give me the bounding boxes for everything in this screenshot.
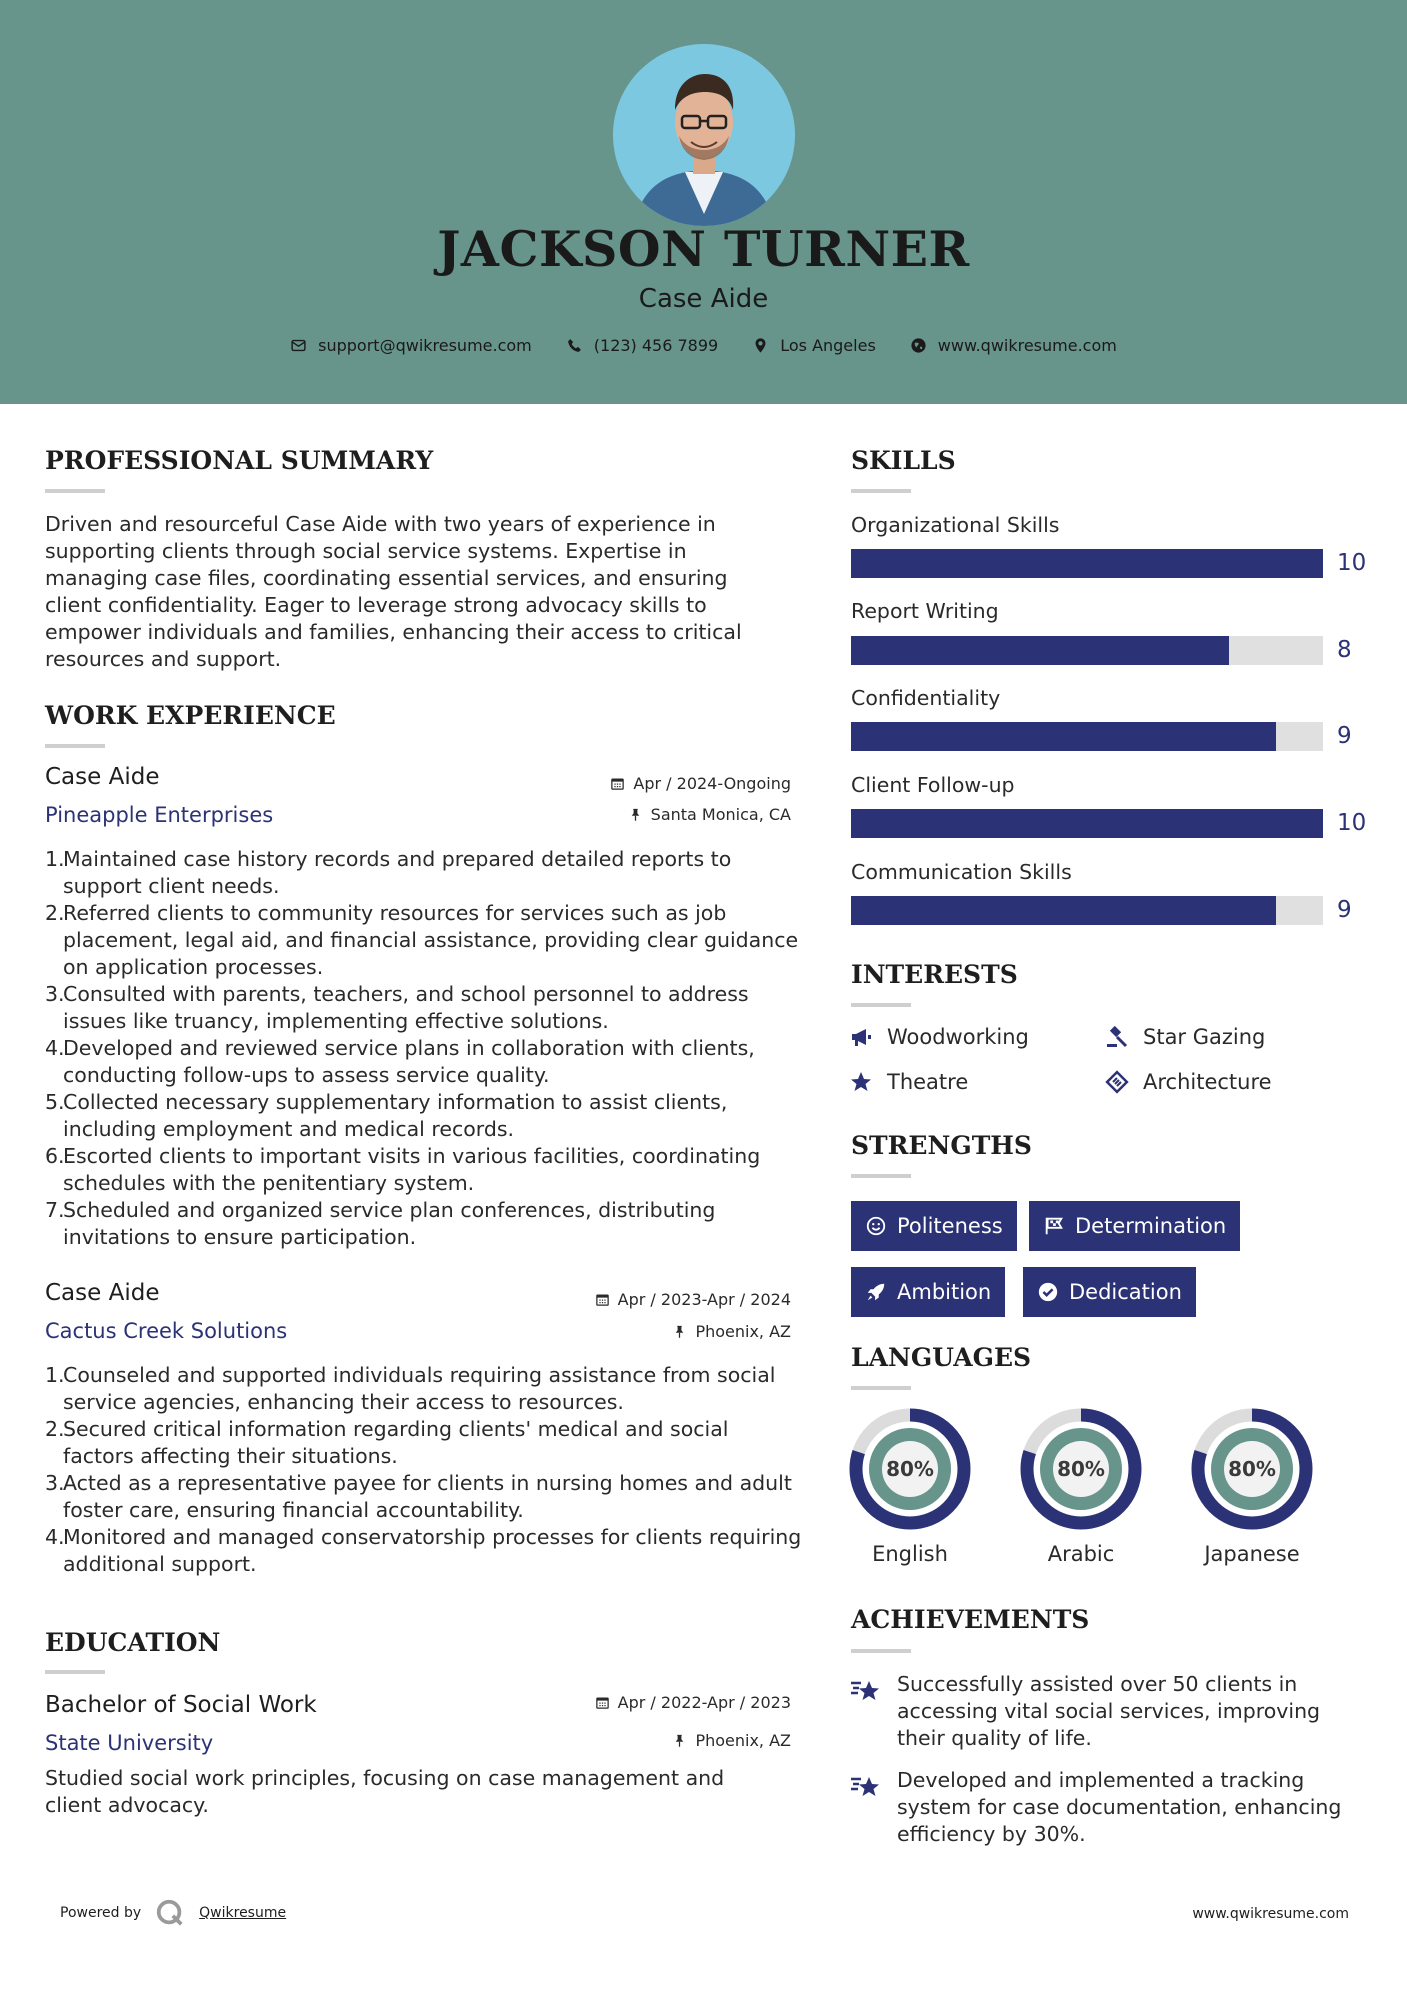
rocket-icon <box>865 1281 887 1303</box>
strengths-heading: STRENGTHS <box>851 1131 1032 1160</box>
job-1-title: Case Aide <box>45 764 160 790</box>
interest-label: Architecture <box>1143 1070 1272 1094</box>
job-1-company: Pineapple Enterprises <box>45 803 274 827</box>
skill-bar-fill <box>851 549 1323 578</box>
phone-icon <box>566 337 583 354</box>
education-location-text: Phoenix, AZ <box>695 1731 791 1750</box>
education-date-text: Apr / 2022-Apr / 2023 <box>617 1693 791 1712</box>
list-item: Collected necessary supplementary information to assist clients, including employment and medical records. <box>63 1090 728 1141</box>
skill-value: 10 <box>1337 810 1367 836</box>
achievement-item <box>849 1671 1369 1752</box>
achievement-item <box>849 1767 1369 1848</box>
job-2-location <box>672 1322 791 1341</box>
strength-label: Ambition <box>897 1280 992 1304</box>
strengths-divider <box>851 1174 911 1178</box>
education-heading: EDUCATION <box>45 1628 221 1657</box>
skill-bar <box>851 636 1323 665</box>
job-1-date <box>610 774 791 793</box>
strength-badge <box>851 1267 1005 1317</box>
summary-heading: PROFESSIONAL SUMMARY <box>45 446 434 475</box>
job-2-company: Cactus Creek Solutions <box>45 1319 288 1343</box>
megaphone-icon <box>849 1025 873 1049</box>
summary-text: Driven and resourceful Case Aide with two years of experience in supporting clients through social service systems. Expertise in managing case files, coordinating essential services, and ensuring client confidentiality. Eager to leverage strong advocacy skills to empower individuals and families, enhancing their access to critical resources and support. <box>45 512 742 671</box>
drafting-icon <box>1105 1070 1129 1094</box>
interest-item <box>849 1025 1029 1049</box>
list-item: Maintained case history records and prepared detailed reports to support client needs. <box>63 847 732 898</box>
education-location <box>672 1731 791 1750</box>
list-item: Monitored and managed conservatorship processes for clients requiring additional support. <box>63 1525 802 1576</box>
language-name: English <box>872 1542 948 1566</box>
strength-label: Politeness <box>897 1214 1003 1238</box>
job-1-duties <box>45 846 805 1251</box>
skill-bar <box>851 809 1323 838</box>
profile-photo <box>613 44 795 226</box>
list-item: Consulted with parents, teachers, and school personnel to address issues like truancy, implementing effective solutions. <box>63 982 749 1033</box>
interests-heading: INTERESTS <box>851 960 1018 989</box>
calendar-icon <box>595 1695 610 1710</box>
powered-by-text: Powered by <box>60 1905 142 1921</box>
contact-location <box>752 336 876 355</box>
interests-divider <box>851 1003 911 1007</box>
work-heading: WORK EXPERIENCE <box>45 701 336 730</box>
skill-bar-fill <box>851 636 1229 665</box>
list-item: Scheduled and organized service plan conferences, distributing invitations to ensure participation. <box>63 1198 716 1249</box>
language-name: Arabic <box>1047 1542 1115 1566</box>
shooting-star-icon <box>849 1769 883 1803</box>
strength-badge <box>851 1201 1017 1251</box>
job-2-location-text: Phoenix, AZ <box>695 1322 791 1341</box>
skill-value: 9 <box>1337 897 1352 923</box>
skill-label: Organizational Skills <box>851 513 1060 537</box>
gavel-icon <box>1105 1025 1129 1049</box>
map-pin-icon <box>752 337 769 354</box>
summary-divider <box>45 489 105 493</box>
language-ring <box>849 1408 971 1530</box>
skill-bar-fill <box>851 896 1276 925</box>
interest-label: Woodworking <box>887 1025 1029 1049</box>
check-circle-icon <box>1037 1281 1059 1303</box>
achievement-text: Developed and implemented a tracking system for case documentation, enhancing efficiency by 30%. <box>897 1768 1342 1846</box>
job-2-duties <box>45 1362 805 1578</box>
skill-label: Confidentiality <box>851 686 1001 710</box>
contact-bar <box>0 336 1407 355</box>
contact-location-text: Los Angeles <box>780 336 876 355</box>
strength-label: Determination <box>1075 1214 1227 1238</box>
envelope-icon <box>290 337 307 354</box>
footer-website[interactable]: www.qwikresume.com <box>1192 1906 1349 1922</box>
education-school: State University <box>45 1731 214 1755</box>
interest-item <box>1105 1070 1272 1094</box>
contact-email[interactable] <box>290 336 532 355</box>
pushpin-icon <box>628 807 643 822</box>
education-date <box>595 1693 791 1712</box>
language-percent: 80% <box>1057 1457 1105 1481</box>
job-1-location <box>628 805 791 824</box>
list-item: Escorted clients to important visits in various facilities, coordinating schedules with the penitentiary system. <box>63 1144 761 1195</box>
skill-label: Client Follow-up <box>851 773 1015 797</box>
qwikresume-link[interactable]: Qwikresume <box>199 1905 287 1921</box>
skill-label: Report Writing <box>851 599 999 623</box>
work-divider <box>45 744 105 748</box>
interest-item <box>849 1070 968 1094</box>
skill-value: 9 <box>1337 723 1352 749</box>
calendar-icon <box>610 776 625 791</box>
skills-divider <box>851 489 911 493</box>
education-degree: Bachelor of Social Work <box>45 1692 317 1718</box>
language-item <box>1191 1408 1313 1566</box>
interest-item <box>1105 1025 1265 1049</box>
contact-website-text: www.qwikresume.com <box>937 336 1117 355</box>
skill-bar <box>851 549 1323 578</box>
interest-label: Star Gazing <box>1143 1025 1266 1049</box>
job-2-date <box>595 1290 791 1309</box>
skills-heading: SKILLS <box>851 446 956 475</box>
language-item <box>849 1408 971 1566</box>
calendar-icon <box>595 1292 610 1307</box>
job-2-title: Case Aide <box>45 1280 160 1306</box>
footer-powered-by <box>60 1898 286 1928</box>
contact-email-text: support@qwikresume.com <box>318 336 532 355</box>
contact-phone-text: (123) 456 7899 <box>593 336 719 355</box>
achievements-divider <box>851 1649 911 1653</box>
list-item: Secured critical information regarding clients' medical and social factors affecting their situations. <box>63 1417 729 1468</box>
language-name: Japanese <box>1204 1542 1300 1566</box>
candidate-title: Case Aide <box>638 284 769 314</box>
skill-bar-fill <box>851 809 1323 838</box>
contact-website[interactable] <box>910 336 1117 355</box>
education-divider <box>45 1670 105 1674</box>
languages-divider <box>851 1386 911 1390</box>
qwikresume-logo-icon <box>155 1898 185 1928</box>
interest-label: Theatre <box>887 1070 969 1094</box>
skill-bar-fill <box>851 722 1276 751</box>
star-icon <box>849 1070 873 1094</box>
list-item: Referred clients to community resources for services such as job placement, legal aid, and financial assistance, providing clear guidance on application processes. <box>63 901 799 979</box>
pushpin-icon <box>672 1324 687 1339</box>
skill-bar <box>851 896 1323 925</box>
resume-header <box>0 0 1407 404</box>
language-ring <box>1020 1408 1142 1530</box>
flag-icon <box>1043 1215 1065 1237</box>
strength-badge <box>1029 1201 1240 1251</box>
contact-phone[interactable] <box>566 336 718 355</box>
language-ring <box>1191 1408 1313 1530</box>
smile-icon <box>865 1215 887 1237</box>
language-percent: 80% <box>886 1457 934 1481</box>
language-item <box>1020 1408 1142 1566</box>
skill-label: Communication Skills <box>851 860 1072 884</box>
strength-badge <box>1023 1267 1196 1317</box>
list-item: Counseled and supported individuals requiring assistance from social service agencies, enhancing their access to resources. <box>63 1363 776 1414</box>
languages-heading: LANGUAGES <box>851 1343 1032 1372</box>
list-item: Acted as a representative payee for clients in nursing homes and adult foster care, ensuring financial accountability. <box>63 1471 792 1522</box>
job-1-date-text: Apr / 2024-Ongoing <box>633 774 791 793</box>
education-description: Studied social work principles, focusing on case management and client advocacy. <box>45 1766 725 1817</box>
skill-value: 8 <box>1337 637 1352 663</box>
globe-icon <box>910 337 927 354</box>
list-item: Developed and reviewed service plans in collaboration with clients, conducting follow-ups to assess service quality. <box>63 1036 755 1087</box>
skill-value: 10 <box>1337 550 1367 576</box>
candidate-name: JACKSON TURNER <box>437 220 970 278</box>
shooting-star-icon <box>849 1673 883 1707</box>
achievements-heading: ACHIEVEMENTS <box>851 1605 1090 1634</box>
job-2-date-text: Apr / 2023-Apr / 2024 <box>617 1290 791 1309</box>
strength-label: Dedication <box>1069 1280 1182 1304</box>
language-percent: 80% <box>1228 1457 1276 1481</box>
skill-bar <box>851 722 1323 751</box>
achievement-text: Successfully assisted over 50 clients in accessing vital social services, improving their quality of life. <box>897 1672 1321 1750</box>
job-1-location-text: Santa Monica, CA <box>650 805 791 824</box>
pushpin-icon <box>672 1733 687 1748</box>
